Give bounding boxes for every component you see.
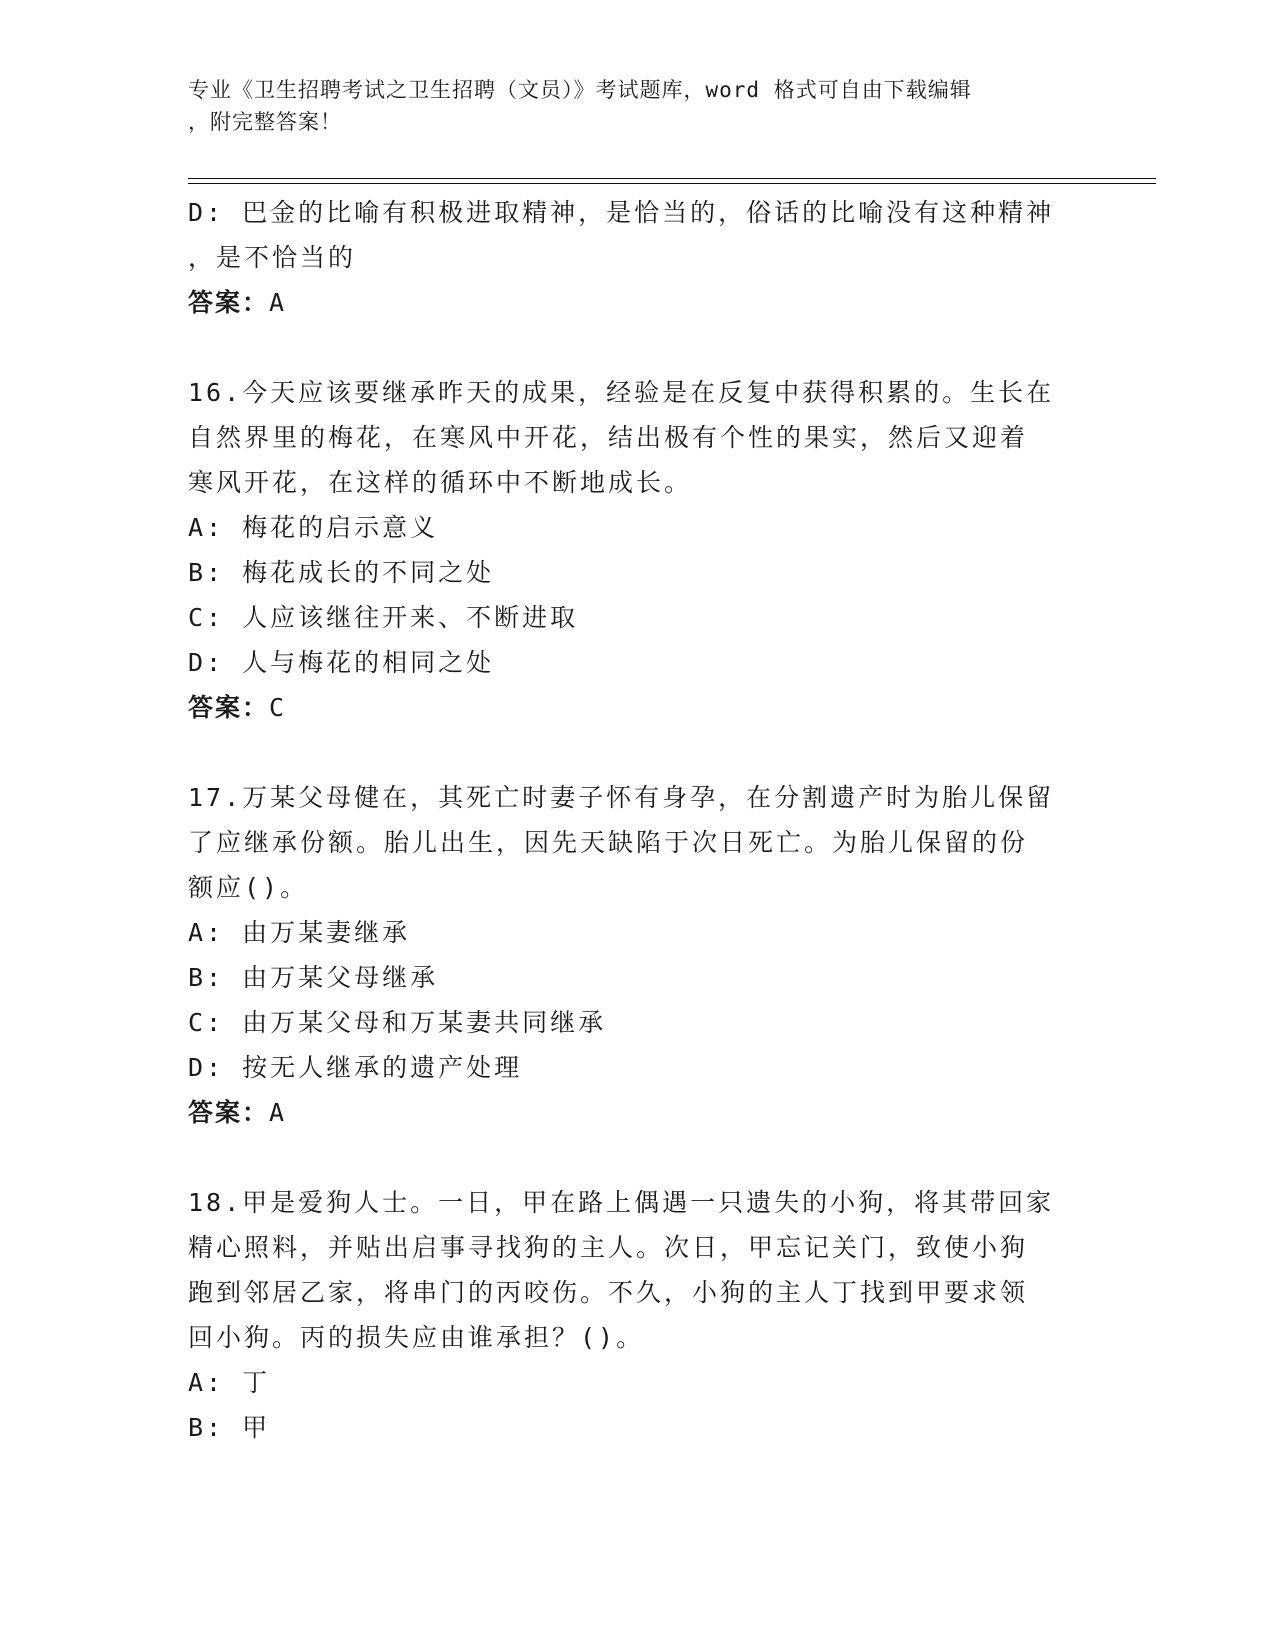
header-line-1: 专业《卫生招聘考试之卫生招聘（文员）》考试题库，word 格式可自由下载编辑 [188,78,972,102]
document-body [188,190,1088,1450]
spacer [188,730,1088,775]
answer-value: C [269,693,288,722]
header-line-2: ，附完整答案！ [188,110,342,134]
question-15-continuation [188,190,1088,325]
answer-line [188,1090,1088,1135]
option-a: A: 丁 [188,1368,271,1397]
header-divider-top [188,178,1156,179]
question-text: 自然界里的梅花，在寒风中开花，结出极有个性的果实，然后又迎着 [188,423,1029,452]
answer-line [188,685,1088,730]
question-text: 18.甲是爱狗人士。一日，甲在路上偶遇一只遗失的小狗，将其带回家 [188,1188,1055,1217]
option-b: B: 由万某父母继承 [188,963,439,992]
question-text: 额应()。 [188,873,309,902]
option-b: B: 梅花成长的不同之处 [188,558,495,587]
question-text: 跑到邻居乙家，将串门的丙咬伤。不久，小狗的主人丁找到甲要求领 [188,1278,1029,1307]
option-a: A: 由万某妻继承 [188,918,411,947]
question-16 [188,370,1088,730]
answer-label: 答案： [188,1098,270,1127]
option-d-continued: ，是不恰当的 [188,243,357,272]
option-d: D: 人与梅花的相同之处 [188,648,495,677]
answer-line [188,280,1088,325]
question-text: 了应继承份额。胎儿出生，因先天缺陷于次日死亡。为胎儿保留的份 [188,828,1029,857]
answer-label: 答案： [188,693,270,722]
option-d: D: 巴金的比喻有积极进取精神，是恰当的，俗话的比喻没有这种精神 [188,198,1055,227]
question-17 [188,775,1088,1135]
spacer [188,1135,1088,1180]
question-text: 精心照料，并贴出启事寻找狗的主人。次日，甲忘记关门，致使小狗 [188,1233,1029,1262]
option-b: B: 甲 [188,1413,271,1442]
option-c: C: 人应该继往开来、不断进取 [188,603,579,632]
question-text: 16.今天应该要继承昨天的成果，经验是在反复中获得积累的。生长在 [188,378,1055,407]
answer-label: 答案： [188,288,270,317]
question-18 [188,1180,1088,1450]
answer-value: A [269,1098,288,1127]
spacer [188,325,1088,370]
document-header [188,74,1088,138]
option-a: A: 梅花的启示意义 [188,513,439,542]
answer-value: A [269,288,288,317]
header-divider-bottom [188,183,1156,184]
question-text: 寒风开花，在这样的循环中不断地成长。 [188,468,693,497]
option-c: C: 由万某父母和万某妻共同继承 [188,1008,607,1037]
question-text: 回小狗。丙的损失应由谁承担？()。 [188,1323,645,1352]
question-text: 17.万某父母健在，其死亡时妻子怀有身孕，在分割遗产时为胎儿保留 [188,783,1055,812]
option-d: D: 按无人继承的遗产处理 [188,1053,523,1082]
